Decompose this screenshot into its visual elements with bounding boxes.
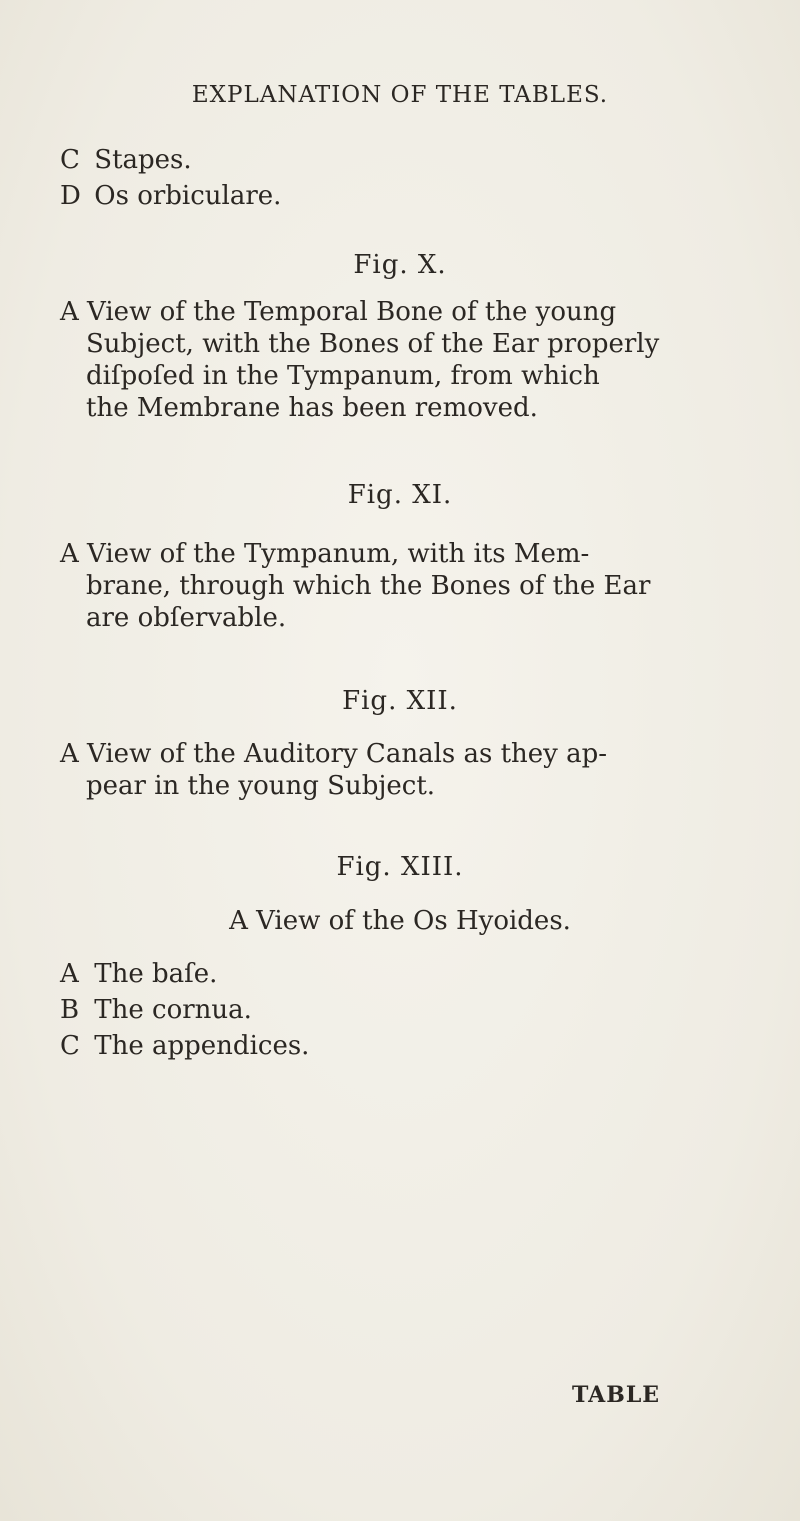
list-item (60, 992, 252, 1028)
item-letter: C (60, 1031, 80, 1061)
figure-heading: Fig. X. (353, 250, 447, 280)
item-text: The cornua. (94, 995, 252, 1025)
item-text: Os orbiculare. (94, 181, 282, 211)
item-letter: A (60, 959, 79, 989)
item-text: Stapes. (94, 145, 192, 175)
text-line: A View of the Temporal Bone of the young (60, 297, 617, 327)
item-letter: D (60, 181, 81, 211)
list-item (60, 142, 192, 178)
text-line: brane, through which the Bones of the Ear (86, 571, 651, 601)
item-letter: C (60, 145, 80, 175)
text-line: the Membrane has been removed. (86, 393, 538, 423)
figure-description (60, 738, 760, 802)
text-line: diſpoſed in the Tympanum, from which (86, 361, 600, 391)
text-line: A View of the Auditory Canals as they ap- (60, 739, 608, 769)
text-line: pear in the young Subject. (86, 771, 436, 801)
figure-description (60, 296, 760, 424)
item-letter: B (60, 995, 80, 1025)
figure-heading: Fig. XII. (342, 686, 458, 716)
figure-caption: A View of the Os Hyoides. (229, 906, 571, 936)
list-item (60, 956, 217, 992)
text-line: are obſervable. (86, 603, 287, 633)
catchword: TABLE (572, 1382, 661, 1408)
item-text: The baſe. (94, 959, 218, 989)
figure-description (60, 538, 760, 634)
item-text: The appendices. (94, 1031, 310, 1061)
running-header: EXPLANATION OF THE TABLES. (191, 82, 609, 108)
figure-heading: Fig. XI. (347, 480, 453, 510)
text-line: A View of the Tympanum, with its Mem- (60, 539, 590, 569)
list-item (60, 178, 281, 214)
figure-heading: Fig. XIII. (336, 852, 464, 882)
list-item (60, 1028, 309, 1064)
text-line: Subject, with the Bones of the Ear properly (86, 329, 660, 359)
